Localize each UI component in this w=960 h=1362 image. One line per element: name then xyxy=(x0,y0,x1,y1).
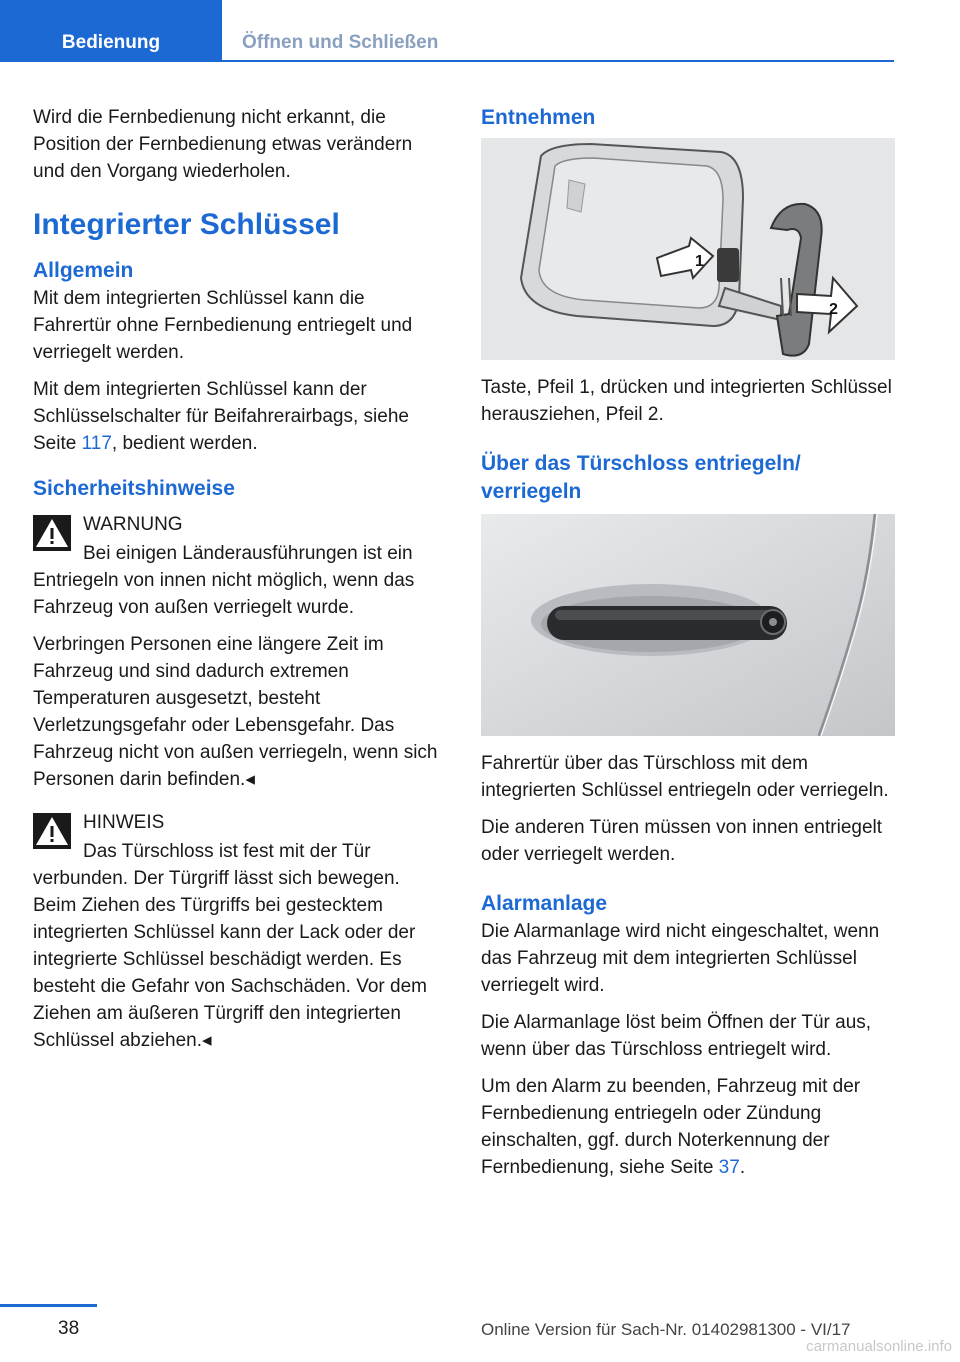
arrow-label-1: 1 xyxy=(695,253,704,270)
tab-oeffnen-schliessen[interactable]: Öffnen und Schließen xyxy=(242,32,439,53)
paragraph-tuerschloss-2: Die anderen Türen müssen von innen entriegelt oder verriegelt werden. xyxy=(481,817,883,865)
footer-accent-line xyxy=(0,1304,97,1307)
tab-bedienung[interactable]: Bedienung xyxy=(0,0,222,60)
paragraph-allgemein-2: Mit dem integrierten Schlüssel kann der Schlüsselschalter für Beifahrerairbags, siehe Seite 117, bedient werden. xyxy=(33,379,409,454)
warning-title: WARNUNG xyxy=(83,514,183,535)
intro-paragraph: Wird die Fernbedienung nicht erkannt, die Position der Fernbedienung etwas verändern und den Vorgang wiederholen. xyxy=(33,107,413,182)
heading-tuerschloss: Über das Türschloss entriegeln/ verriegeln xyxy=(481,452,801,503)
door-handle-svg xyxy=(481,514,895,736)
paragraph-entnehmen: Taste, Pfeil 1, drücken und integrierten Schlüssel herausziehen, Pfeil 2. xyxy=(481,377,892,425)
paragraph-allgemein-1: Mit dem integrierten Schlüssel kann die Fahrertür ohne Fernbedienung entriegelt und verriegelt werden. xyxy=(33,288,413,363)
section-title: Integrierter Schlüssel xyxy=(33,208,340,241)
footer-version-text: Online Version für Sach-Nr. 01402981300 - VI/17 xyxy=(481,1320,851,1339)
warning-triangle-icon xyxy=(33,515,71,551)
paragraph-alarm-1: Die Alarmanlage wird nicht eingeschaltet, wenn das Fahrzeug mit dem integrierten Schlüssel verriegelt wird. xyxy=(481,921,880,996)
notice-block xyxy=(33,809,445,1054)
heading-entnehmen: Entnehmen xyxy=(481,106,596,129)
page-number: 38 xyxy=(58,1318,80,1339)
heading-allgemein: Allgemein xyxy=(33,259,134,282)
page-link-117[interactable]: 117 xyxy=(81,433,112,454)
notice-title: HINWEIS xyxy=(83,812,165,833)
header-bar xyxy=(0,0,894,62)
warning-paragraph-1: Bei einigen Länderausführungen ist ein Entriegeln von innen nicht möglich, wenn das Fahrzeug von außen verriegelt wurde. xyxy=(33,543,415,618)
door-handle-photo xyxy=(481,514,895,736)
arrow-label-2: 2 xyxy=(829,301,838,318)
right-column xyxy=(481,104,895,1191)
paragraph-alarm-3: Um den Alarm zu beenden, Fahrzeug mit der Fernbedienung entriegeln oder Zündung einschalten, ggf. durch Noterkennung der Fernbedienung, siehe Seite 37. xyxy=(481,1076,861,1178)
page-link-37[interactable]: 37 xyxy=(718,1157,740,1178)
warning-paragraph-2: Verbringen Personen eine längere Zeit im Fahrzeug und sind dadurch extremen Temperaturen ausgesetzt, besteht Verletzungsgefahr oder Lebensgefahr. Das Fahrzeug nicht von außen verriegeln, wenn sich Personen darin befinden.◂ xyxy=(33,634,438,790)
paragraph-alarm-2: Die Alarmanlage löst beim Öffnen der Tür aus, wenn über das Türschloss entriegelt wird. xyxy=(481,1012,872,1060)
left-column xyxy=(33,104,445,1064)
paragraph-tuerschloss-1: Fahrertür über das Türschloss mit dem integrierten Schlüssel entriegeln oder verriegeln. xyxy=(481,753,889,801)
warning-triangle-icon xyxy=(33,813,71,849)
watermark: carmanualsonline.info xyxy=(806,1338,952,1355)
warning-block xyxy=(33,511,445,793)
heading-sicherheitshinweise: Sicherheitshinweise xyxy=(33,477,235,500)
key-removal-illustration xyxy=(481,138,895,360)
notice-paragraph: Das Türschloss ist fest mit der Tür verbunden. Der Türgriff lässt sich bewegen. Beim Ziehen des Türgriffs bei gestecktem integrierten Schlüssel kann der Lack oder der integrierte Schlüssel beschädigt werden. Es besteht die Gefahr von Sachschäden. Vor dem Ziehen am äußeren Türgriff den integrierten Schlüssel abziehen.◂ xyxy=(33,841,427,1051)
key-illustration-svg xyxy=(481,138,895,360)
heading-alarmanlage: Alarmanlage xyxy=(481,892,608,915)
